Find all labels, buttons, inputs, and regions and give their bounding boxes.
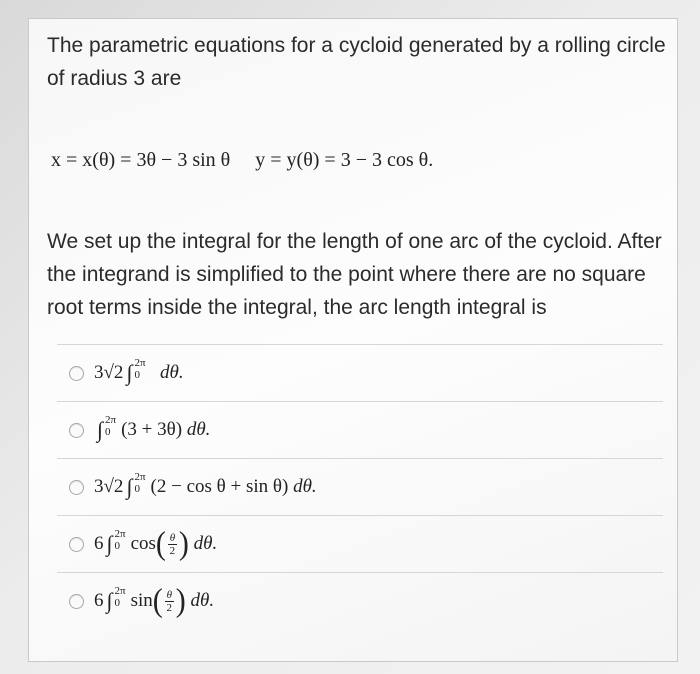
option-math xyxy=(94,471,317,500)
answer-option-3[interactable] xyxy=(57,458,663,515)
lower-limit: 0 xyxy=(114,597,121,609)
option-function: cos xyxy=(130,533,156,554)
answer-options xyxy=(57,344,663,629)
option-coefficient: 3√2 xyxy=(94,476,124,497)
fraction-numerator: θ xyxy=(169,531,176,544)
integral-icon: ∫ xyxy=(126,474,133,499)
option-math xyxy=(94,582,215,619)
question-prompt: We set up the integral for the length of one arc of the cycloid. After the integrand is simplified to the point where there are no square root terms inside the integral, the arc length integral is xyxy=(47,230,662,319)
radio-button[interactable] xyxy=(69,594,84,609)
option-integrand: (2 − cos θ + sin θ) xyxy=(150,476,289,497)
lower-limit: 0 xyxy=(105,426,111,438)
option-differential: dθ. xyxy=(193,533,218,554)
integral-icon: ∫ xyxy=(97,417,104,442)
answer-option-2[interactable] xyxy=(57,401,663,458)
y-equation: y = y(θ) = 3 − 3 cos θ. xyxy=(255,149,434,171)
option-math xyxy=(94,357,184,386)
option-coefficient: 6 xyxy=(94,590,104,611)
fraction xyxy=(168,532,177,557)
answer-option-4[interactable] xyxy=(57,515,663,572)
upper-limit: 2π xyxy=(114,585,126,597)
radio-button[interactable] xyxy=(69,366,84,381)
answer-option-5[interactable] xyxy=(57,572,663,629)
right-paren: ) xyxy=(175,582,186,619)
radio-button[interactable] xyxy=(69,537,84,552)
option-math xyxy=(94,525,218,562)
upper-limit: 2π xyxy=(114,528,126,540)
lower-limit: 0 xyxy=(114,540,121,552)
answer-option-1[interactable] xyxy=(57,344,663,401)
option-differential: dθ. xyxy=(190,590,215,611)
question-card xyxy=(28,18,678,662)
question-intro: The parametric equations for a cycloid generated by a rolling circle of radius 3 are xyxy=(47,34,666,90)
radio-button[interactable] xyxy=(69,423,84,438)
option-differential: dθ. xyxy=(160,362,184,383)
option-differential: dθ. xyxy=(293,476,317,497)
lower-limit: 0 xyxy=(134,483,140,495)
parametric-equations xyxy=(51,149,433,172)
option-math xyxy=(94,414,211,443)
radio-button[interactable] xyxy=(69,480,84,495)
option-coefficient: 6 xyxy=(94,533,104,554)
upper-limit: 2π xyxy=(134,357,146,369)
fraction xyxy=(165,589,174,614)
left-paren: ( xyxy=(155,525,166,562)
right-paren: ) xyxy=(178,525,189,562)
integral-limits xyxy=(114,585,126,609)
upper-limit: 2π xyxy=(134,471,146,483)
x-equation: x = x(θ) = 3θ − 3 sin θ xyxy=(51,149,231,171)
integral-icon: ∫ xyxy=(106,588,113,613)
integral-limits xyxy=(114,528,126,552)
option-function: sin xyxy=(130,590,153,611)
option-integrand: (3 + 3θ) xyxy=(121,419,183,440)
fraction-denominator: 2 xyxy=(169,544,176,557)
fraction-denominator: 2 xyxy=(166,601,173,614)
left-paren: ( xyxy=(152,582,163,619)
integral-icon: ∫ xyxy=(106,531,113,556)
integral-limits xyxy=(134,471,146,495)
upper-limit: 2π xyxy=(105,414,117,426)
option-differential: dθ. xyxy=(186,419,211,440)
lower-limit: 0 xyxy=(134,369,140,381)
integral-icon: ∫ xyxy=(126,360,133,385)
fraction-numerator: θ xyxy=(166,588,172,601)
integral-limits xyxy=(105,414,117,438)
integral-limits xyxy=(134,357,146,381)
option-coefficient: 3√2 xyxy=(94,362,124,383)
